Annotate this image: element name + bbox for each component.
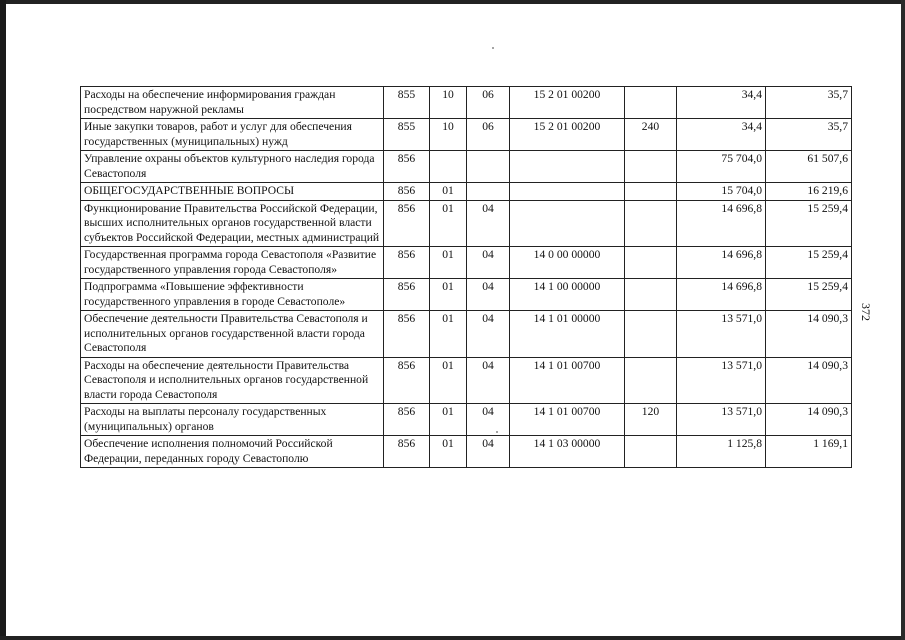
cell-section: 01	[430, 200, 467, 247]
page-number: 372	[859, 303, 873, 321]
cell-subsection: 04	[467, 404, 510, 436]
cell-amount-year2: 61 507,6	[766, 151, 852, 183]
cell-target-article	[510, 200, 625, 247]
cell-amount-year2: 35,7	[766, 119, 852, 151]
cell-target-article	[510, 183, 625, 201]
table-row	[81, 279, 852, 311]
cell-expense-type	[625, 247, 677, 279]
cell-target-article: 14 1 00 00000	[510, 279, 625, 311]
cell-department-code: 856	[384, 279, 430, 311]
cell-subsection: 04	[467, 247, 510, 279]
cell-amount-year2: 14 090,3	[766, 311, 852, 358]
cell-target-article: 14 1 01 00700	[510, 404, 625, 436]
cell-subsection: 04	[467, 311, 510, 358]
cell-name: Подпрограмма «Повышение эффективности государственного управления в городе Севастополе»	[81, 279, 384, 311]
cell-amount-year1: 34,4	[677, 119, 766, 151]
table-row	[81, 357, 852, 404]
cell-amount-year1: 13 571,0	[677, 311, 766, 358]
cell-expense-type	[625, 87, 677, 119]
cell-section: 01	[430, 183, 467, 201]
cell-department-code: 856	[384, 151, 430, 183]
cell-amount-year1: 14 696,8	[677, 247, 766, 279]
cell-department-code: 856	[384, 357, 430, 404]
cell-expense-type	[625, 183, 677, 201]
cell-department-code: 856	[384, 200, 430, 247]
cell-amount-year2: 35,7	[766, 87, 852, 119]
cell-amount-year1: 1 125,8	[677, 436, 766, 468]
cell-expense-type: 240	[625, 119, 677, 151]
cell-name: Расходы на обеспечение деятельности Правительства Севастополя и исполнительных органов государственной власти города Севастополя	[81, 357, 384, 404]
cell-department-code: 855	[384, 119, 430, 151]
cell-name: Иные закупки товаров, работ и услуг для обеспечения государственных (муниципальных) нужд	[81, 119, 384, 151]
cell-name: Расходы на выплаты персоналу государственных (муниципальных) органов	[81, 404, 384, 436]
budget-table	[80, 86, 852, 468]
cell-amount-year2: 15 259,4	[766, 279, 852, 311]
cell-section: 10	[430, 119, 467, 151]
cell-subsection: 06	[467, 119, 510, 151]
cell-amount-year1: 34,4	[677, 87, 766, 119]
cell-department-code: 856	[384, 247, 430, 279]
cell-section: 01	[430, 247, 467, 279]
table-row	[81, 247, 852, 279]
cell-section	[430, 151, 467, 183]
table-row	[81, 151, 852, 183]
cell-subsection: 04	[467, 200, 510, 247]
table-row	[81, 87, 852, 119]
cell-section: 10	[430, 87, 467, 119]
table-row	[81, 404, 852, 436]
cell-target-article: 14 1 01 00000	[510, 311, 625, 358]
cell-subsection	[467, 183, 510, 201]
cell-name: Обеспечение деятельности Правительства Севастополя и исполнительных органов государственной власти города Севастополя	[81, 311, 384, 358]
cell-target-article: 15 2 01 00200	[510, 87, 625, 119]
cell-subsection: 04	[467, 357, 510, 404]
cell-name: Функционирование Правительства Российской Федерации, высших исполнительных органов государственной власти субъектов Российской Федерации, местных администраций	[81, 200, 384, 247]
cell-section: 01	[430, 279, 467, 311]
cell-amount-year1: 75 704,0	[677, 151, 766, 183]
cell-target-article	[510, 151, 625, 183]
scan-edge-top	[0, 0, 905, 4]
cell-expense-type	[625, 357, 677, 404]
cell-subsection: 06	[467, 87, 510, 119]
cell-amount-year2: 1 169,1	[766, 436, 852, 468]
cell-subsection	[467, 151, 510, 183]
scan-edge-left	[0, 0, 6, 640]
cell-target-article: 14 0 00 00000	[510, 247, 625, 279]
scan-edge-bottom	[0, 636, 905, 640]
cell-name: Государственная программа города Севастополя «Развитие государственного управления города Севастополя»	[81, 247, 384, 279]
cell-department-code: 856	[384, 183, 430, 201]
cell-subsection: 04	[467, 436, 510, 468]
cell-amount-year1: 15 704,0	[677, 183, 766, 201]
cell-department-code: 856	[384, 436, 430, 468]
cell-target-article: 14 1 01 00700	[510, 357, 625, 404]
cell-amount-year2: 15 259,4	[766, 200, 852, 247]
scan-speck	[492, 47, 494, 49]
table-row	[81, 311, 852, 358]
cell-amount-year1: 13 571,0	[677, 357, 766, 404]
cell-name: Обеспечение исполнения полномочий Российской Федерации, переданных городу Севастополю	[81, 436, 384, 468]
cell-expense-type	[625, 151, 677, 183]
table-row	[81, 436, 852, 468]
cell-expense-type: 120	[625, 404, 677, 436]
cell-amount-year1: 14 696,8	[677, 279, 766, 311]
cell-department-code: 856	[384, 404, 430, 436]
cell-expense-type	[625, 279, 677, 311]
cell-section: 01	[430, 357, 467, 404]
cell-section: 01	[430, 404, 467, 436]
cell-target-article: 14 1 03 00000	[510, 436, 625, 468]
cell-name: Расходы на обеспечение информирования граждан посредством наружной рекламы	[81, 87, 384, 119]
table-row	[81, 119, 852, 151]
cell-expense-type	[625, 200, 677, 247]
cell-amount-year2: 14 090,3	[766, 357, 852, 404]
cell-subsection: 04	[467, 279, 510, 311]
cell-target-article: 15 2 01 00200	[510, 119, 625, 151]
cell-department-code: 856	[384, 311, 430, 358]
cell-amount-year2: 16 219,6	[766, 183, 852, 201]
cell-department-code: 855	[384, 87, 430, 119]
cell-amount-year1: 14 696,8	[677, 200, 766, 247]
cell-amount-year2: 14 090,3	[766, 404, 852, 436]
scan-edge-right	[901, 0, 905, 640]
cell-section: 01	[430, 436, 467, 468]
budget-table-body	[81, 87, 852, 468]
cell-amount-year1: 13 571,0	[677, 404, 766, 436]
cell-amount-year2: 15 259,4	[766, 247, 852, 279]
table-row	[81, 200, 852, 247]
cell-section: 01	[430, 311, 467, 358]
cell-name: ОБЩЕГОСУДАРСТВЕННЫЕ ВОПРОСЫ	[81, 183, 384, 201]
table-row	[81, 183, 852, 201]
cell-name: Управление охраны объектов культурного наследия города Севастополя	[81, 151, 384, 183]
cell-expense-type	[625, 311, 677, 358]
cell-expense-type	[625, 436, 677, 468]
